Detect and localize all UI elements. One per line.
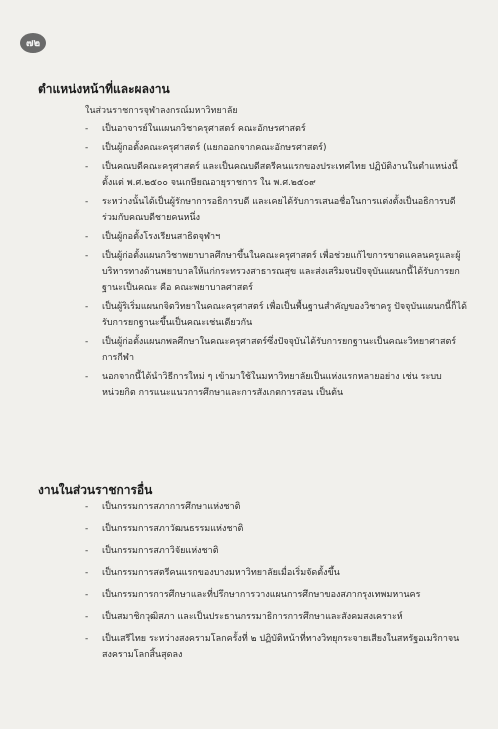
page-number-badge: ๗๒	[20, 33, 46, 53]
list-item: - เป็นคณบดีคณะครุศาสตร์ และเป็นคณบดีสตรีคนแรกของประเทศไทย ปฏิบัติงานในตำแหน่งนี้ตั้งแต่ พ.ศ.๒๕๐๐ จนเกษียณอายุราชการ ใน พ.ศ.๒๕๐๙	[85, 159, 468, 191]
list-item: - ระหว่างนั้นได้เป็นผู้รักษาการอธิการบดี และเคยได้รับการเสนอชื่อในการแต่งตั้งเป็นอธิการบดีร่วมกับคณบดีชายคนหนึ่ง	[85, 194, 468, 226]
list-item: - เป็นเสรีไทย ระหว่างสงครามโลกครั้งที่ ๒ ปฏิบัติหน้าที่ทางวิทยุกระจายเสียงในสหรัฐอเมริกาจนสงครามโลกสิ้นสุดลง	[85, 631, 468, 663]
list-item: - เป็นอาจารย์ในแผนกวิชาครุศาสตร์ คณะอักษรศาสตร์	[85, 121, 468, 137]
list-item: - เป็นผู้กอตั้งโรงเรียนสาธิตจุฬาฯ	[85, 229, 468, 245]
list-item: - เป็นผู้กอตั้งคณะครุศาสตร์ (แยกออกจากคณะอักษรศาสตร์)	[85, 140, 468, 156]
section-heading-other-agencies: งานในส่วนราชการอื่น	[38, 483, 153, 497]
other-agencies-list	[85, 499, 468, 669]
list-item: - เป็นผู้ก่อตั้งแผนกพลศึกษาในคณะครุศาสตร์ซึ่งปัจจุบันได้รับการยกฐานะเป็นคณะวิทยาศาสตร์การกีฬา	[85, 334, 468, 366]
list-item: - เป็นกรรมการสภาวิจัยแห่งชาติ	[85, 543, 468, 559]
list-item: - เป็นผู้ก่อตั้งแผนกวิชาพยาบาลศึกษาขึ้นในคณะครุศาสตร์ เพื่อช่วยแก้ไขการขาดแคลนครูและผู้บริหารทางด้านพยาบาลให้แก่กระทรวงสาธารณสุข และส่งเสริมจนปัจจุบันแผนกนี้ได้รับการยกฐานะเป็นคณะ คือ คณะพยาบาลศาสตร์	[85, 248, 468, 296]
section-heading-duties: ตำแหน่งหน้าที่และผลงาน	[38, 82, 170, 96]
list-item: - เป็นกรรมการการศึกษาและที่ปรึกษาการวางแผนการศึกษาของสภากรุงเทพมหานคร	[85, 587, 468, 603]
list-item: - เป็นผู้ริเริ่มแผนกจิตวิทยาในคณะครุศาสตร์ เพื่อเป็นพื้นฐานสำคัญของวิชาครู ปัจจุบันแผนกนี้ก็ได้รับการยกฐานะขึ้นเป็นคณะเช่นเดียวกัน	[85, 299, 468, 331]
list-item: - เป็นกรรมการสภาการศึกษาแห่งชาติ	[85, 499, 468, 515]
list-item: - เป็นกรรมการสภาวัฒนธรรมแห่งชาติ	[85, 521, 468, 537]
list-item: - เป็นสมาชิกวุฒิสภา และเป็นประธานกรรมาธิการการศึกษาและสังคมสงเคราะห์	[85, 609, 468, 625]
list-item: - เป็นกรรมการสตรีคนแรกของบางมหาวิทยาลัยเมื่อเริ่มจัดตั้งขึ้น	[85, 565, 468, 581]
duties-list	[85, 121, 468, 404]
list-item: - นอกจากนี้ได้นำวิธีการใหม่ ๆ เข้ามาใช้ในมหาวิทยาลัยเป็นแห่งแรกหลายอย่าง เช่น ระบบหน่วยกิต การแนะแนวการศึกษาและการสังเกตการสอน เป็นต้น	[85, 369, 468, 401]
section-subheading-chulalongkorn: ในส่วนราชการจุฬาลงกรณ์มหาวิทยาลัย	[85, 106, 238, 116]
